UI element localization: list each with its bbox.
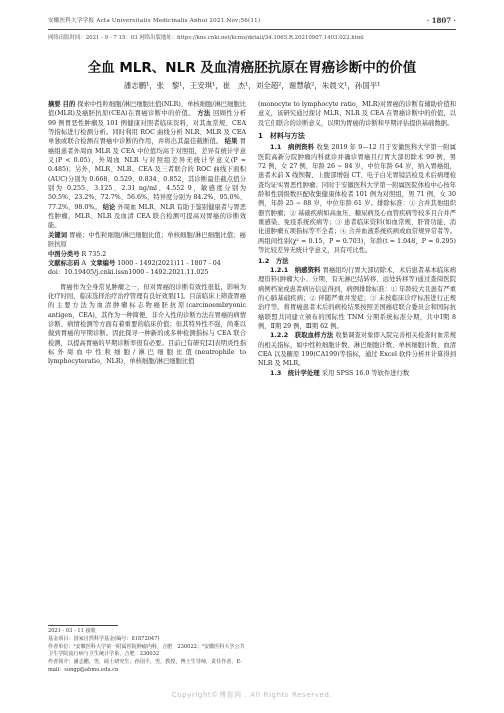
left-column xyxy=(48,100,246,367)
section-1-3-heading: 1.3 统计学处理 xyxy=(270,368,320,377)
results-label: 结果 xyxy=(224,138,238,146)
section-1-2-1-heading: 1.2.1 纳感资料 xyxy=(270,265,321,274)
section-1-1-text: 收集 2019 年 9—12 月于安徽医科大学第一附属医院高新分院肿瘤内科就诊并确诊胃癌且行胃大部切除术 99 例，男 72 例，女 27 例，年龄 26 ~ 84 岁，中位年龄 64 岁，纳入胃癌组，患者术前 X 线钡餐、上腹部增强 CT、电子白光胃镜活检及术后病理检查均证实胃恶性肿瘤；同时于安徽医科大学第一附属医院体检中心按年龄和性别级数匹配收集健康体检者 101 例为对照组，男 71 例，女 30 例，年龄 25 ~ 88 岁，中位年龄 61 岁。排除标准：① 合并其他组织器官肿瘤；② 基础疾病如高血压、糖尿病及心血管疾病等较多且合并严重感染、免疫系统疾病等；③ 患者临床资料(如血常规、肝肾功能、消化道肿瘤五项指标等不全者；④ 合并血液系统疾病或血常规异常者等。两组间性别(χ² = 0.15，P = 0.703)，年龄(t = 1.048，P = 0.295)等比较差异无统计学意义，具有可比性。 xyxy=(258,144,456,255)
abstract-conclusion: 外周血 MLR、NLR 有助于鉴别健康者与胃恶性肿瘤，MLR、NLR 及血清 CEA 联合检测可提高对胃癌的诊断效能。 xyxy=(48,203,246,230)
author-list: 潘志鹏¹，张 黎¹，王安琪¹，崔 杰¹，刘全超²，谢慧敏²，朱晨文¹，孙国平¹ xyxy=(123,81,381,90)
section-1-3 xyxy=(258,369,456,378)
section-1-2-2-text: 收集调查对象即入院完善相关检查时血常规的相关指标，如中性粒细胞计数、淋巴细胞计数、单核细胞计数、血清 CEA 以及糖原 199(CA199)等指标，通过 Excel 软件分析并计算得到 NLR 及 MLR。 xyxy=(258,332,457,368)
keywords xyxy=(48,231,246,250)
methods-label: 方法 xyxy=(197,110,211,118)
introduction-continued: (monocyte to lymphocyte ratio，MLR)对胃癌的诊断有辅助价值和意义，该研究通过探讨 MLR、NLR 及 CEA 在胃癌诊断中的价值，以及它们联合的诊断意义，以期为胃癌的诊断和早期评估提供基础数据。 xyxy=(258,101,456,127)
section-1-2-1 xyxy=(258,266,456,331)
conclusion-label: 结论 xyxy=(102,203,116,211)
publication-info: 网络出版时间：2021 - 9 - 7 15：03 网络出版地址：https://kns.cnki.net/kcms/detail/34.1065.R.20210907.1403.022.html xyxy=(48,35,364,41)
classification-value: R 735.2 xyxy=(81,250,107,258)
copyright-watermark: Copyright©博看网 . All Rights Reserved. xyxy=(171,691,333,699)
section-1-3-text: 采用 SPSS 16.0 等软件进行数 xyxy=(321,369,410,377)
page-number: · 1807 · xyxy=(426,15,456,25)
footnote-rule xyxy=(48,625,118,626)
section-1-1-heading: 1.1 病例资料 xyxy=(270,143,315,152)
section-1-1 xyxy=(258,143,456,255)
keywords-text: 胃癌；中性粒细胞/淋巴细胞比值；单核细胞/淋巴细胞比值；癌胚抗原 xyxy=(48,231,246,249)
classification-label: 中图分类号 xyxy=(48,250,80,258)
abstract xyxy=(48,100,246,231)
section-1-2-1-text: 胃癌组均行胃大部切除术，术后患者基本临床病理资料(肿瘤大小、分期、有无淋巴结转移、远处转移等)通过查阅医院病例档案或患者病历信息得到，病例排除标准：① 年龄较大且患有严重的心肺基础疾病；② 伴随严重并发症；③ 未按临床诊疗标准进行正规治疗等。将胃癌患者术后的病检结果按照美国癌症联合委员会和国际抗癌联盟共同建立颁布的国际性 TNM 分期系统标准分期，共中Ⅰ期 8 例，Ⅱ期 29 例，Ⅲ期 62 例。 xyxy=(258,266,456,330)
abstract-results: 胃癌组患者外周血 MLR 及 CEA 中位值均高于对照组，差异有统计学意义(P < 0.05)，外周血 NLR 与对照组差异无统计学意义(P = 0.485)；另外，MLR、NLR、CEA 及三者联合的 ROC 曲线下面积(AUC)分别为 0.668、0.529、0.834、0.852，其诊断最佳截点值分别为 0.255、3.125、2.31 ng/ml、4.552 9，敏感度分别为 50.5%、23.2%、72.7%、56.6%，特异度分别为 84.2%、95.0%、77.2%、98.0%。 xyxy=(48,138,246,211)
journal-name: 安徽医科大学学报 Acta Universitatis Medicinalis Anhui 2021 Nov;56(11) xyxy=(48,18,261,24)
doi: doi：10.19405/j.cnki.issn1000 - 1492.2021.11.025 xyxy=(48,269,209,277)
abstract-objective: 探索中性粒细胞/淋巴细胞比值(NLR)、单核细胞/淋巴细胞比值(MLR)及癌胚抗原(CEA)在胃癌诊断中的价值。 xyxy=(48,101,246,118)
article-number-label: 文章编号 xyxy=(90,259,116,267)
doc-code-label: 文献标志码 xyxy=(48,259,80,267)
footnote-author: 作者简介：潘志鹏，男，硕士研究生；孙国平，男，教授，博士生导师，责任作者，E-mail：sungp@ahmu.edu.cn xyxy=(48,659,243,673)
paper-title: 全血 MLR、NLR 及血清癌胚抗原在胃癌诊断中的价值 xyxy=(87,60,417,76)
document-code xyxy=(48,259,246,268)
section-1-2-2 xyxy=(258,331,456,368)
header-rule xyxy=(48,29,456,30)
section-1-2-2-heading: 1.2.2 获取血样方法 xyxy=(270,331,334,340)
abstract-methods: 回顾性分析 99 例胃恶性肿瘤及 101 例健康对照者临床资料，对其血常规、CEA 等指标进行检测分析。同时利用 ROC 曲线分析 NLR、MLR 及 CEA 单独或联合检测在胃癌中诊断的作用，并将出其最佳截断值。 xyxy=(48,110,246,146)
article-number-value: 1000 - 1492(2021)11 - 1807 - 04 xyxy=(117,259,221,267)
running-header xyxy=(48,12,456,28)
classification xyxy=(48,250,246,259)
abstract-label: 摘要 xyxy=(48,101,61,108)
footnote-received: 2021 - 03 - 11 接收 xyxy=(48,628,96,634)
footnote-fund: 基金项目：国家自然科学基金(编号：81872047) xyxy=(48,635,160,642)
doc-code-value: A xyxy=(81,259,87,267)
footnote-affiliation: 作者单位：¹安徽医科大学第一附属医院肿瘤内科，合肥 230022；²安徽医科大学公共卫生学院流行病与卫生统计学系，合肥 230032 xyxy=(48,643,245,658)
section-1-2-heading: 1.2 方法 xyxy=(258,256,289,265)
objective-label: 目的 xyxy=(62,101,76,108)
keywords-label: 关键词 xyxy=(48,231,68,239)
footnotes xyxy=(48,628,246,675)
right-column xyxy=(258,100,456,378)
section-heading-materials-methods: 1 材料与方法 xyxy=(258,132,305,141)
introduction-text: 胃癌作为全身常见肿瘤之一，但对胃癌的诊断有效性很低，影响为化疗时间、临床选择治疗治疗管理有良好效果[1]。目前临床上筛查胃癌的主要方法为血清肿瘤标志物癌胚抗原(carcinoembryonic antigen，CEA)，其作为一种简便、非介入性的诊断方法在胃癌的病情诊断、病情检测等方面有着重要的临床价值；但其特异性不强，尚难以做到胃癌的早期诊断。因此探寻一种新的或多种检测指标与 CEA 联合检测，以提高胃癌的早期诊断率很有必要。目前已有研究[2]表明炎性指标外周血中性粒细胞/淋巴细胞比值(neutrophile to lymphocyteratio，NLR)、单核细胞/淋巴细胞比值 xyxy=(48,283,247,366)
